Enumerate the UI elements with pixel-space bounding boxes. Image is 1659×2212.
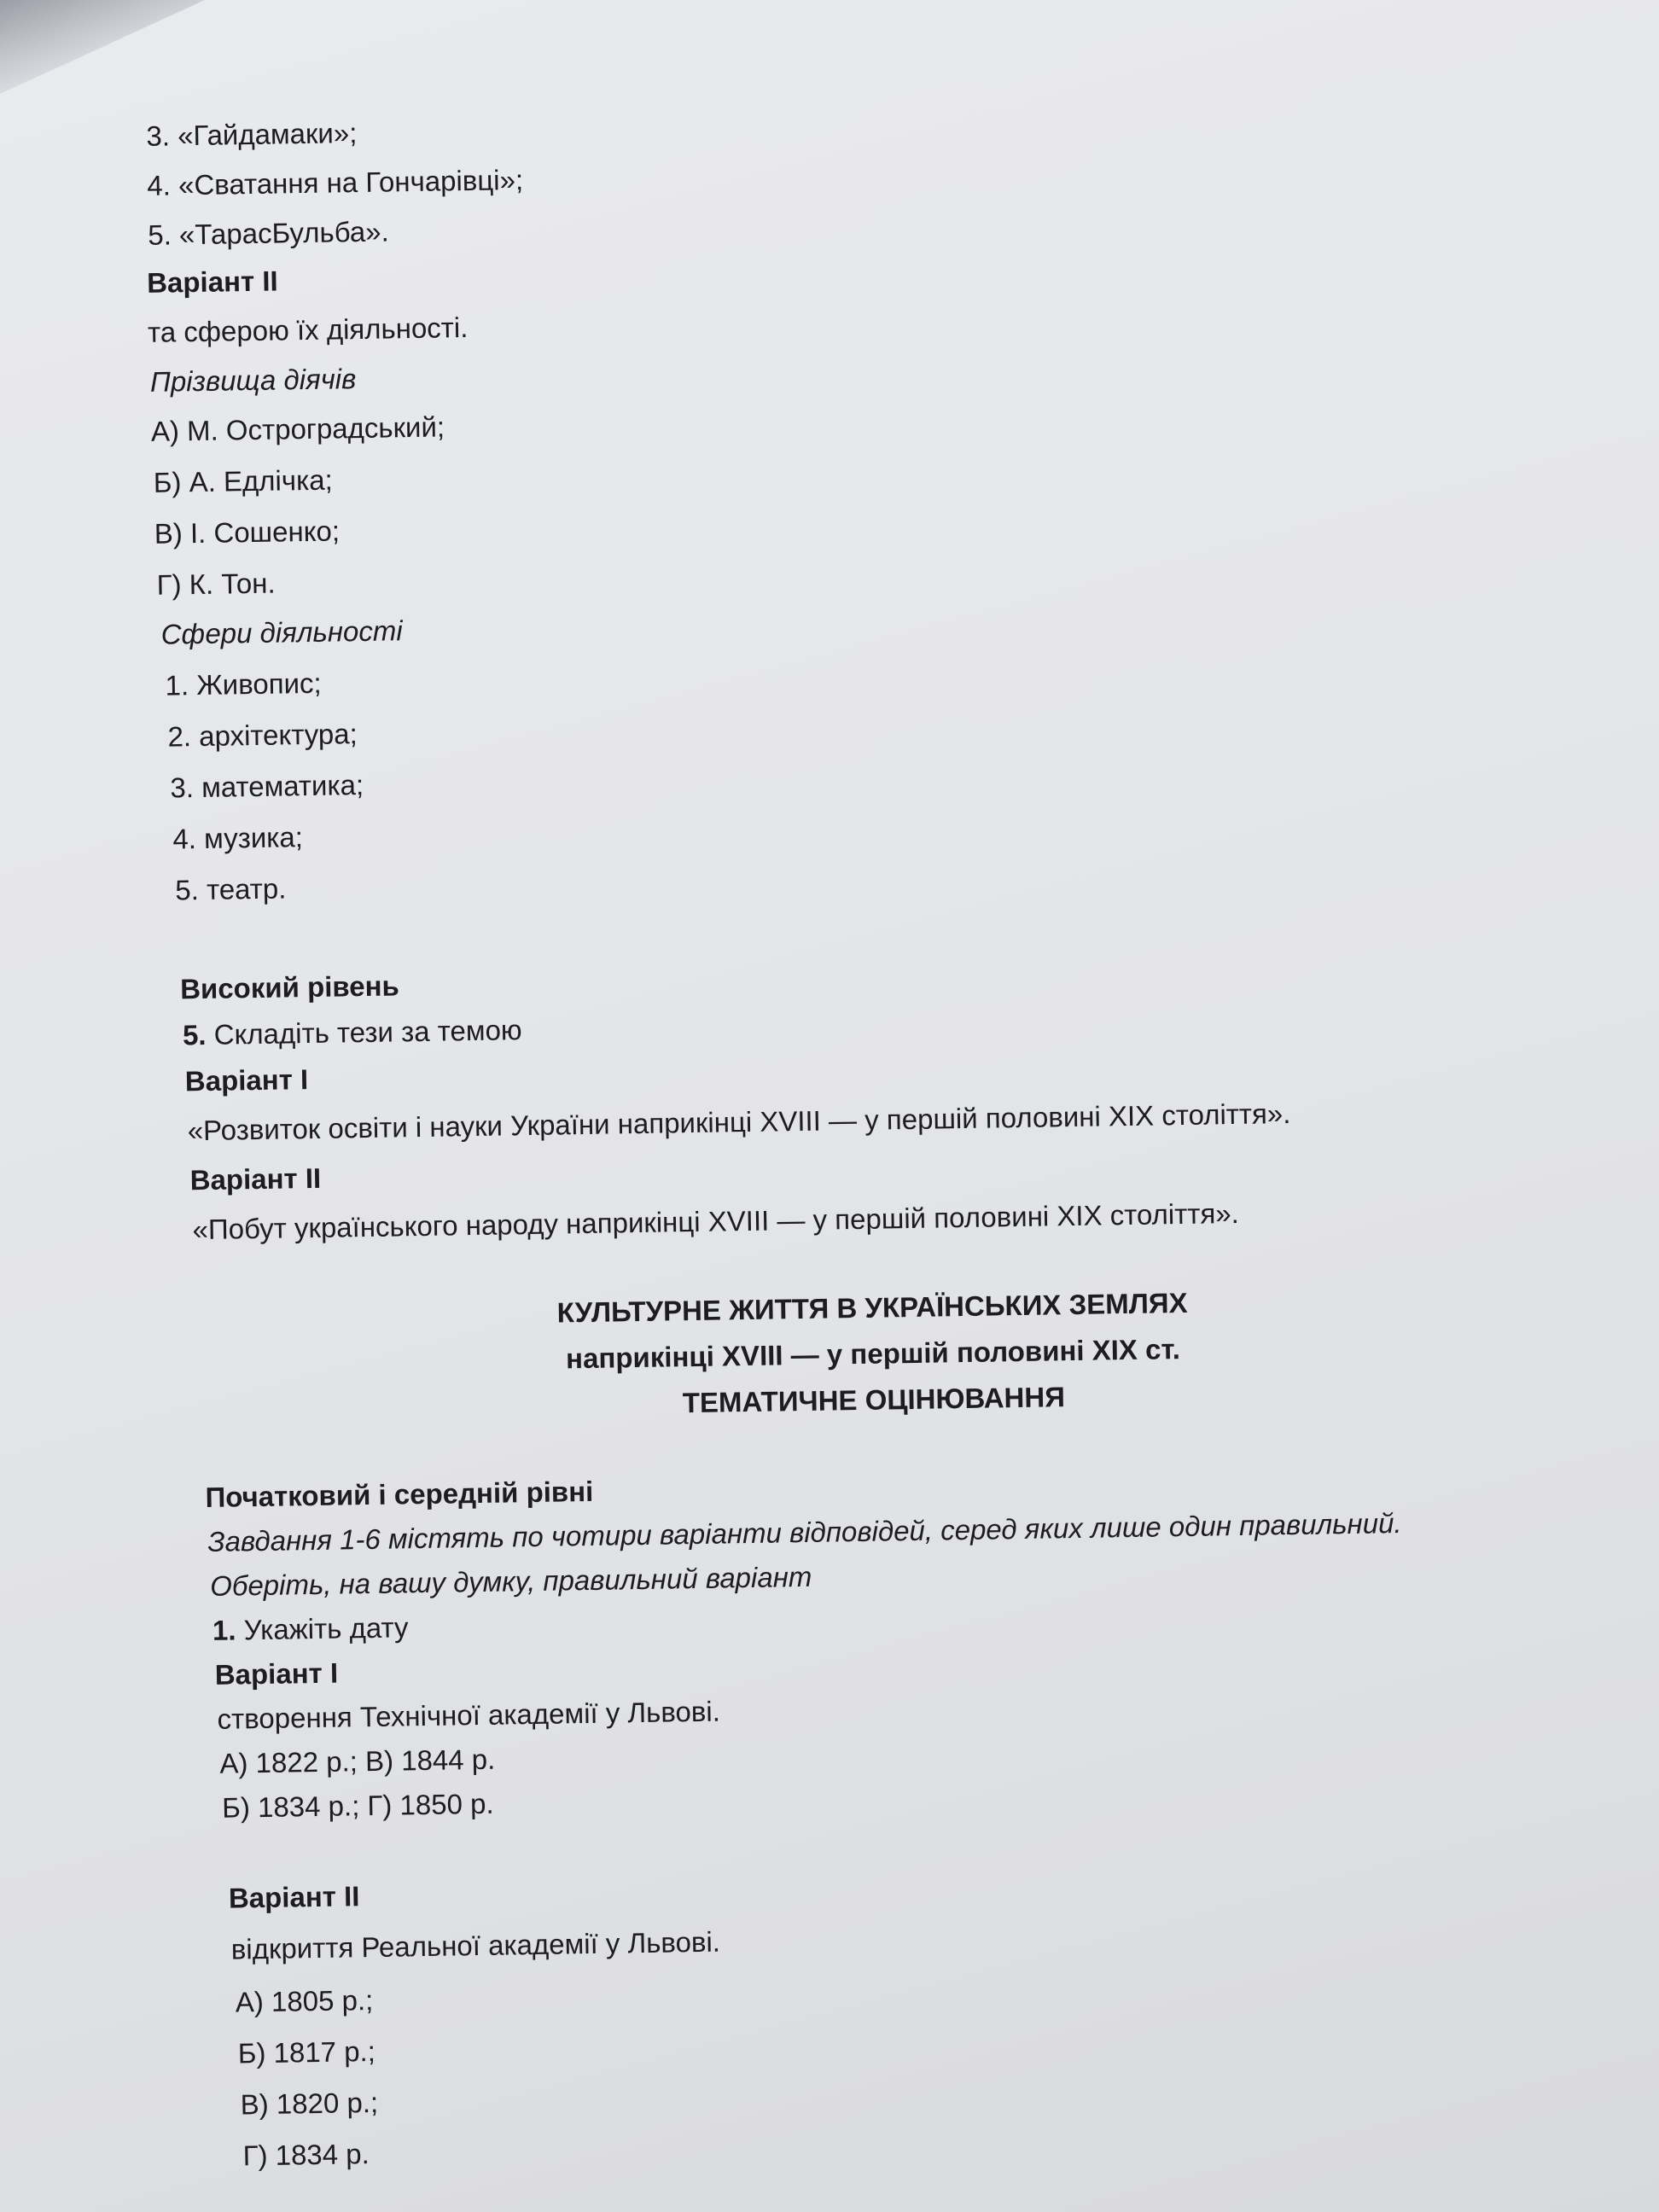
page-corner-shadow [0,0,205,94]
list-item: 4. музика; [172,821,304,855]
list-item: 5. театр. [175,872,287,906]
document-content [141,89,1540,2172]
list-item: Г) К. Тон. [156,567,276,601]
list-item: В) І. Сошенко; [154,515,341,550]
variant-text: створення Технічної академії у Львові. [217,1695,721,1735]
list-item: 1. Живопис; [165,667,322,701]
section-subtitle: ТЕМАТИЧНЕ ОЦІНЮВАННЯ [682,1381,1066,1419]
column-heading-names: Прізвища діячів [149,363,357,398]
task-number: 1. [212,1614,236,1646]
answer-options: Б) 1834 р.; Г) 1850 р. [221,1787,494,1824]
list-item: 3. математика; [170,768,364,804]
task-prompt: та сферою їх діяльності. [147,311,469,348]
variant-heading: Варіант II [228,1880,360,1914]
list-item: 5. «ТарасБульба». [147,215,389,251]
instruction-text: Завдання 1-6 містять по чотири варіанти відповідей, серед яких лише один правильний. [207,1506,1402,1557]
task-line [183,1013,522,1052]
answer-option: В) 1820 р.; [240,2086,379,2121]
variant-heading: Варіант II [146,265,278,299]
list-item: Б) А. Едлічка; [153,463,334,498]
list-item: 4. «Сватання на Гончарівці»; [147,163,524,201]
task-number: 5. [182,1018,207,1051]
variant-text: «Розвиток освіти і науки України наприкінці XVIII — у першій половині XIX століття». [187,1097,1291,1147]
list-item: А) М. Остроградський; [150,410,445,447]
instruction-text: Оберіть, на вашу думку, правильний варіант [209,1560,812,1602]
task-text: Складіть тези за темою [213,1014,522,1051]
section-title: КУЛЬТУРНЕ ЖИТТЯ В УКРАЇНСЬКИХ ЗЕМЛЯХ [556,1286,1188,1329]
section-subtitle: наприкінці XVIII — у першій половині XIX ст. [565,1333,1181,1375]
variant-heading: Варіант I [214,1656,339,1691]
variant-heading: Варіант II [189,1161,322,1196]
column-heading-spheres: Сфери діяльності [160,614,403,650]
task-line [212,1610,409,1648]
level-heading: Високий рівень [179,969,400,1005]
answer-option: А) 1805 р.; [235,1983,374,2018]
level-heading: Початковий і середній рівні [205,1475,594,1514]
list-item: 2. архітектура; [167,718,358,753]
task-text: Укажіть дату [243,1611,409,1646]
answer-option: Г) 1834 р. [242,2138,370,2172]
variant-heading: Варіант I [184,1063,309,1097]
variant-text: відкриття Реальної академії у Львові. [230,1925,721,1965]
list-item: 3. «Гайдамаки»; [146,117,358,152]
answer-option: Б) 1817 р.; [237,2034,376,2069]
variant-text: «Побут українського народу наприкінці XVIII — у першій половині XIX століття». [192,1196,1240,1246]
answer-options: А) 1822 р.; В) 1844 р. [219,1743,496,1779]
